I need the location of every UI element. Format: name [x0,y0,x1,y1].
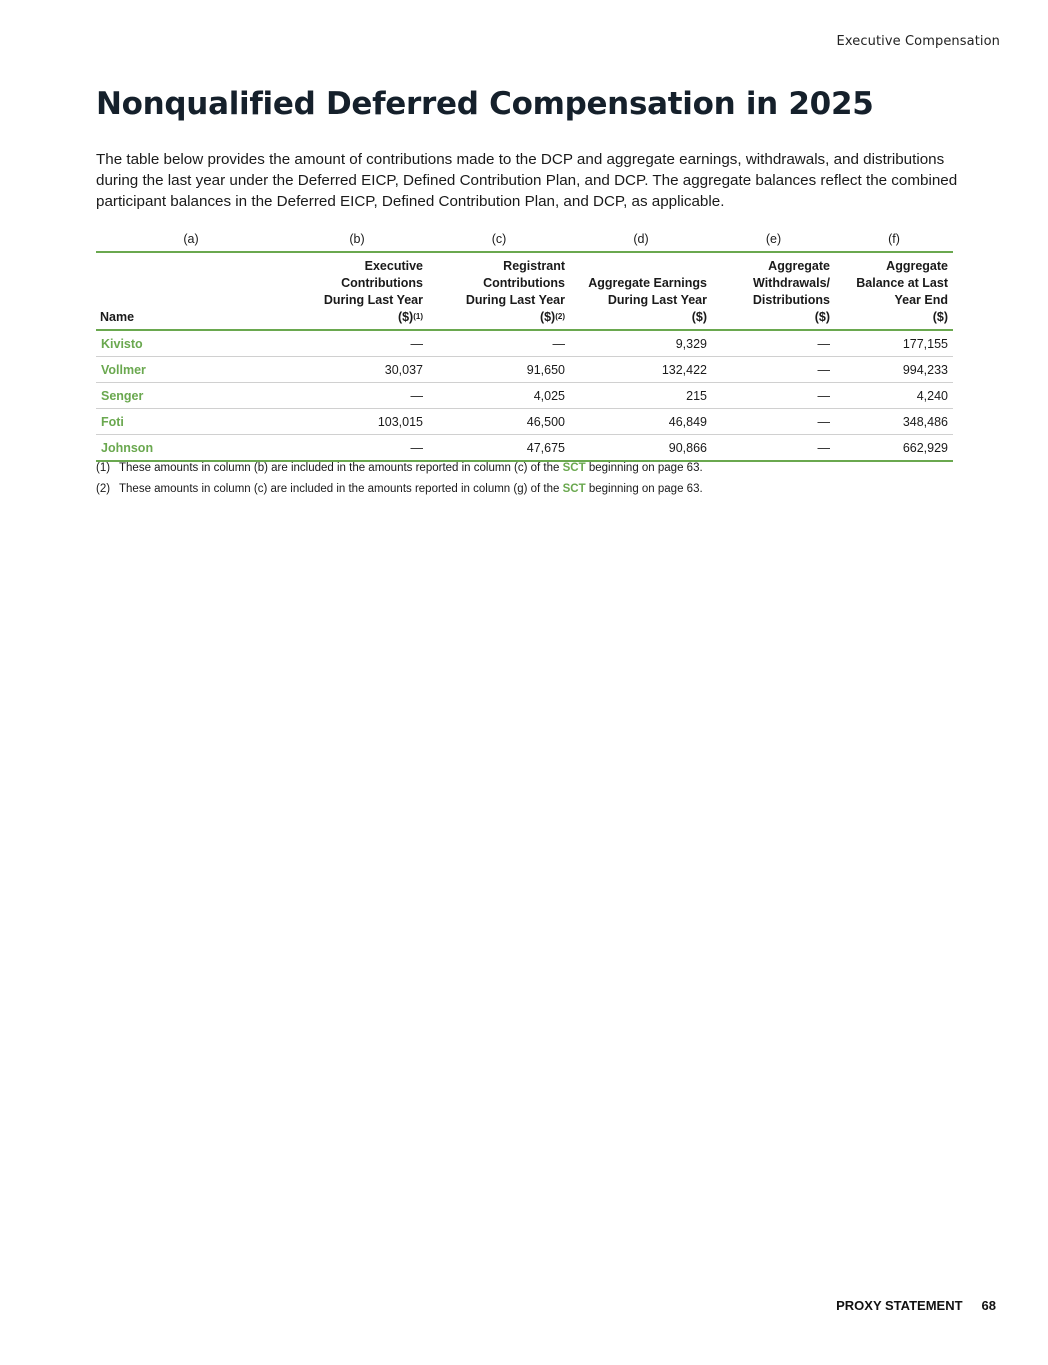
registrant-contributions-cell: 46,500 [428,409,570,435]
executive-name: Kivisto [96,330,286,357]
header-aggregate-earnings [570,252,712,330]
sct-link[interactable]: SCT [562,462,586,474]
header-line: Contributions [483,276,565,290]
column-letter: (b) [286,228,428,252]
executive-name: Senger [96,383,286,409]
aggregate-earnings-cell: 132,422 [570,357,712,383]
footer-label: PROXY STATEMENT [836,1298,963,1313]
table-row [96,357,953,383]
withdrawals-cell: — [712,330,835,357]
footnote-ref: (1) [413,312,423,321]
column-header-row [96,252,953,330]
balance-cell: 994,233 [835,357,953,383]
registrant-contributions-cell: 4,025 [428,383,570,409]
header-line: Balance at Last [856,276,948,290]
footnote [96,461,956,475]
header-aggregate-balance [835,252,953,330]
header-line: ($) [932,310,948,324]
balance-cell: 4,240 [835,383,953,409]
header-line: ($) [397,310,414,324]
aggregate-earnings-cell: 46,849 [570,409,712,435]
header-line: Registrant [503,259,565,273]
balance-cell: 348,486 [835,409,953,435]
registrant-contributions-cell: 47,675 [428,435,570,462]
header-line: Aggregate [886,259,948,273]
footnote-text [119,482,703,496]
page-title: Nonqualified Deferred Compensation in 2025 [96,86,874,122]
withdrawals-cell: — [712,383,835,409]
header-registrant-contributions [428,252,570,330]
column-letter: (d) [570,228,712,252]
footnote-ref: (2) [555,312,565,321]
header-name [96,252,286,330]
header-name-label: Name [100,310,135,324]
registrant-contributions-cell: — [428,330,570,357]
footnote-number: (1) [96,462,111,474]
sct-link[interactable]: SCT [562,483,586,495]
header-line: Aggregate Earnings [588,276,707,290]
withdrawals-cell: — [712,409,835,435]
header-line: ($) [814,310,830,324]
table-row [96,383,953,409]
column-letter: (a) [96,228,286,252]
table-row [96,330,953,357]
footnote-text-after: beginning on page 63. [588,483,703,495]
withdrawals-cell: — [712,435,835,462]
exec-contributions-cell: 103,015 [286,409,428,435]
aggregate-earnings-cell: 215 [570,383,712,409]
header-line: ($) [691,310,707,324]
withdrawals-cell: — [712,357,835,383]
deferred-compensation-table [96,228,953,462]
table-row [96,409,953,435]
footnote-number: (2) [96,483,111,495]
footnote-text [119,461,703,475]
column-letter: (e) [712,228,835,252]
footnotes [96,461,956,503]
header-line: During Last Year [465,293,565,307]
header-line: Aggregate [768,259,830,273]
section-header: Executive Compensation [836,34,1000,49]
exec-contributions-cell: — [286,435,428,462]
header-line: Distributions [752,293,830,307]
column-letter-row [96,228,953,252]
header-executive-contributions [286,252,428,330]
header-line: Withdrawals/ [753,276,830,290]
footnote-text-after: beginning on page 63. [588,462,703,474]
header-line: Executive [364,259,423,273]
intro-paragraph: The table below provides the amount of contributions made to the DCP and aggregate earnings, withdrawals, and distributions during the last year under the Deferred EICP, Defined Contribution Plan, and DCP. The aggregate balances reflect the combined participant balances in the Deferred EICP, Defined Contribution Plan, and DCP, as applicable. [96,151,958,210]
table-row [96,435,953,462]
balance-cell: 662,929 [835,435,953,462]
header-aggregate-withdrawals [712,252,835,330]
executive-name: Foti [96,409,286,435]
exec-contributions-cell: 30,037 [286,357,428,383]
footnote-text-before: These amounts in column (b) are included in the amounts reported in column (c) of the [119,462,560,474]
header-line: Contributions [341,276,423,290]
aggregate-earnings-cell: 90,866 [570,435,712,462]
balance-cell: 177,155 [835,330,953,357]
column-letter: (c) [428,228,570,252]
header-line: ($) [539,310,556,324]
footnote-text-before: These amounts in column (c) are included in the amounts reported in column (g) of the [119,483,560,495]
footnote [96,482,956,496]
registrant-contributions-cell: 91,650 [428,357,570,383]
executive-name: Johnson [96,435,286,462]
executive-name: Vollmer [96,357,286,383]
exec-contributions-cell: — [286,330,428,357]
column-letter: (f) [835,228,953,252]
exec-contributions-cell: — [286,383,428,409]
page-number: 68 [981,1298,996,1313]
header-line: During Last Year [323,293,423,307]
header-line: During Last Year [607,293,707,307]
page-footer [836,1298,996,1313]
aggregate-earnings-cell: 9,329 [570,330,712,357]
header-line: Year End [894,293,948,307]
